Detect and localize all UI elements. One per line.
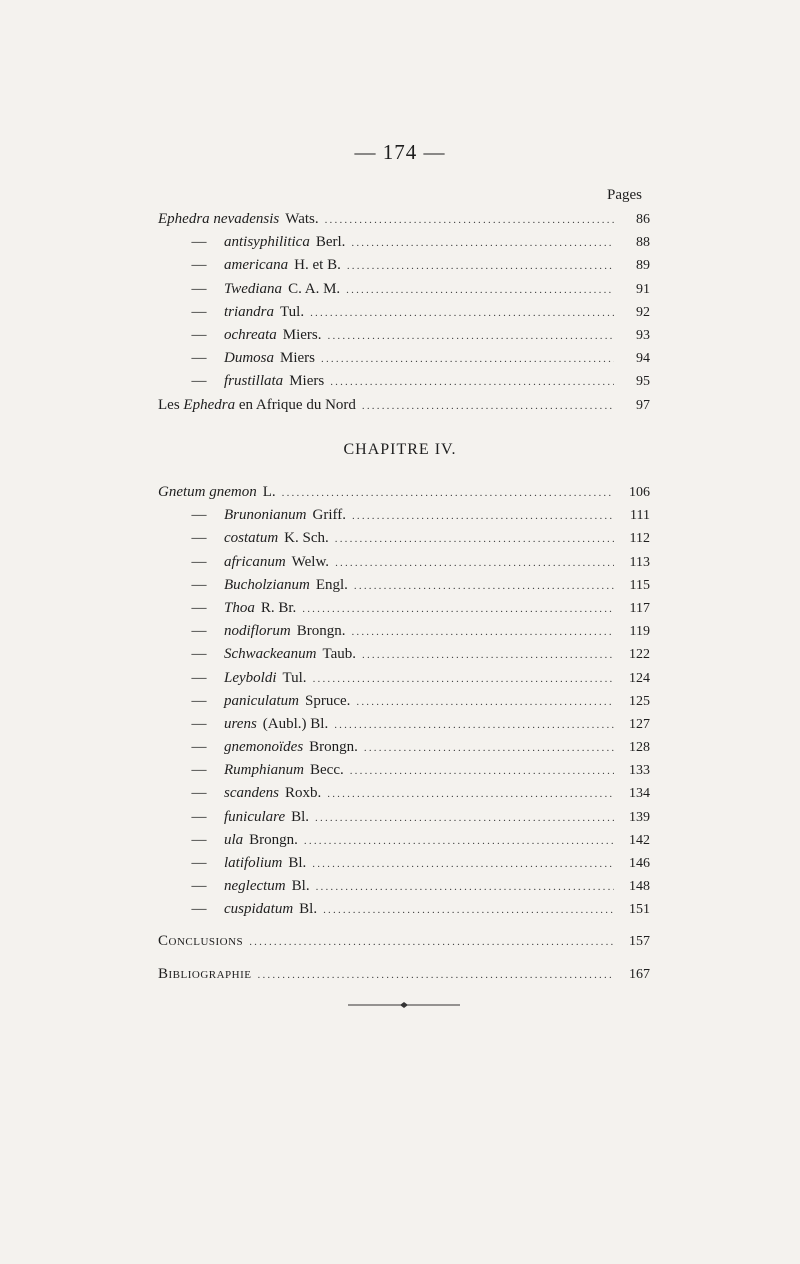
- toc-entry: [158, 852, 650, 875]
- dot-leader: [325, 209, 614, 232]
- toc-section-gnetum: [158, 481, 650, 922]
- dot-leader: [352, 505, 614, 528]
- species-name: latifolium: [224, 855, 283, 871]
- species-author: Miers: [280, 350, 316, 367]
- species-author: Miers.: [282, 326, 322, 343]
- ditto-dash: —: [191, 373, 207, 390]
- ditto-dash: —: [191, 831, 207, 848]
- species-author: C. A. M.: [288, 280, 341, 297]
- species-author: Miers: [289, 373, 325, 390]
- toc-entry: [158, 504, 650, 527]
- dot-leader: [328, 325, 614, 348]
- species-author: Spruce.: [305, 692, 351, 709]
- ditto-dash: —: [191, 669, 207, 686]
- entry-text: Les: [158, 396, 184, 413]
- dot-leader: [315, 807, 614, 830]
- dot-leader: [356, 691, 614, 714]
- toc-entry: [158, 759, 650, 782]
- dot-leader: [316, 876, 614, 899]
- ditto-dash: —: [191, 901, 207, 918]
- dot-leader: [310, 302, 614, 325]
- ditto-dash: —: [191, 303, 207, 320]
- page-number: — 174 —: [354, 140, 446, 164]
- dot-leader: [351, 232, 614, 255]
- toc-entry: [158, 782, 650, 805]
- ditto-dash: —: [191, 576, 207, 593]
- toc-section-closing: [158, 930, 650, 986]
- ditto-dash: —: [191, 855, 207, 871]
- page-ref: 92: [636, 304, 650, 320]
- species-author: Engl.: [315, 576, 348, 593]
- ditto-dash: —: [191, 808, 207, 825]
- page-ref: 106: [629, 485, 650, 500]
- species-name: Ephedra: [183, 396, 236, 413]
- species-name: nodiflorum: [224, 623, 291, 640]
- species-author: K. Sch.: [284, 530, 329, 547]
- dot-leader: [334, 714, 614, 737]
- page-ref: 112: [629, 531, 650, 547]
- toc-entry: [158, 597, 650, 620]
- species-author: H. et B.: [294, 257, 341, 274]
- page-ref: 167: [629, 967, 650, 983]
- species-name: Schwackeanum: [224, 646, 317, 663]
- species-name: cuspidatum: [224, 901, 294, 918]
- dot-leader: [354, 575, 614, 598]
- toc-entry: [158, 875, 650, 898]
- toc-entry: [158, 643, 650, 666]
- ditto-dash: —: [191, 280, 207, 297]
- species-name: Brunonianum: [224, 507, 307, 524]
- species-name: funiculare: [224, 808, 286, 825]
- ditto-dash: —: [191, 234, 207, 251]
- dot-leader: [364, 737, 614, 760]
- page-ref: 115: [629, 577, 650, 593]
- dot-leader: [351, 621, 614, 644]
- species-author: Bl.: [288, 855, 307, 871]
- page-ref: 95: [636, 374, 650, 390]
- species-name: scandens: [224, 785, 279, 802]
- species-author: L.: [262, 484, 276, 500]
- ditto-dash: —: [191, 692, 207, 709]
- toc-entry: [158, 208, 650, 231]
- page-ref: 113: [629, 554, 650, 570]
- species-name: antisyphilitica: [224, 234, 310, 251]
- dot-leader: [335, 552, 614, 575]
- toc-entry: [158, 370, 650, 393]
- ditto-dash: —: [191, 878, 207, 895]
- ditto-dash: —: [191, 715, 207, 732]
- page-ref: 128: [629, 740, 650, 756]
- ditto-dash: —: [191, 530, 207, 547]
- toc-entry: [158, 301, 650, 324]
- species-name: urens: [224, 715, 257, 732]
- toc-entry: [158, 963, 650, 986]
- dot-leader: [321, 348, 614, 371]
- species-name: frustillata: [224, 373, 284, 390]
- toc-entry: [158, 278, 650, 301]
- page-ref: 89: [636, 258, 650, 274]
- species-name: Twediana: [224, 280, 283, 297]
- species-author: Brongn.: [309, 739, 358, 756]
- ditto-dash: —: [191, 326, 207, 343]
- page-ref: 111: [630, 508, 650, 524]
- toc-entry: [158, 574, 650, 597]
- dot-leader: [282, 482, 614, 505]
- page-ref: 119: [629, 624, 650, 640]
- end-ornament: [348, 1001, 460, 1009]
- ditto-dash: —: [191, 553, 207, 570]
- page-ref: 93: [636, 327, 650, 343]
- species-author: Bl.: [291, 808, 310, 825]
- dot-leader: [335, 528, 614, 551]
- toc-entry: [158, 527, 650, 550]
- toc-entry: [158, 898, 650, 921]
- dot-leader: [323, 899, 614, 922]
- species-author: R. Br.: [260, 599, 297, 616]
- species-author: Roxb.: [285, 785, 322, 802]
- toc-entry: [158, 736, 650, 759]
- ditto-dash: —: [191, 785, 207, 802]
- species-name: americana: [224, 257, 289, 274]
- toc-entry: [158, 667, 650, 690]
- toc-entry: [158, 254, 650, 277]
- dot-leader: [249, 931, 614, 954]
- species-author: Welw.: [291, 553, 330, 570]
- dot-leader: [362, 644, 614, 667]
- dot-leader: [346, 279, 614, 302]
- dot-leader: [362, 395, 614, 418]
- species-name: gnemonoïdes: [224, 739, 304, 756]
- species-author: Brongn.: [249, 831, 298, 848]
- toc-section-ephedra: [158, 208, 650, 417]
- page-ref: 139: [629, 809, 650, 825]
- page-ref: 127: [629, 716, 650, 732]
- page-ref: 151: [629, 902, 650, 918]
- ditto-dash: —: [191, 350, 207, 367]
- toc-entry: [158, 481, 650, 504]
- species-name: Bucholzianum: [224, 576, 310, 593]
- toc-entry: [158, 806, 650, 829]
- toc-entry: [158, 347, 650, 370]
- toc-entry: [158, 231, 650, 254]
- section-label: Bibliographie: [158, 966, 252, 983]
- chapter-title: CHAPITRE IV.: [343, 441, 457, 458]
- species-name: ula: [224, 831, 244, 848]
- page-ref: 142: [629, 832, 650, 848]
- species-name: Rumphianum: [224, 762, 304, 779]
- species-author: Brongn.: [296, 623, 346, 640]
- ditto-dash: —: [191, 507, 207, 524]
- page-ref: 146: [629, 856, 650, 871]
- pages-column-label: Pages: [607, 187, 642, 203]
- dot-leader: [302, 598, 614, 621]
- species-author: Bl.: [291, 878, 310, 895]
- toc-entry: [158, 620, 650, 643]
- species-author: Taub.: [322, 646, 356, 663]
- dot-leader: [347, 255, 614, 278]
- species-name: triandra: [224, 303, 275, 320]
- toc-entry: [158, 930, 650, 953]
- page-ref: 94: [636, 351, 650, 367]
- page-ref: 124: [629, 670, 650, 686]
- page-ref: 133: [629, 763, 650, 779]
- ditto-dash: —: [191, 762, 207, 779]
- toc-entry: [158, 690, 650, 713]
- ditto-dash: —: [191, 739, 207, 756]
- dot-leader: [313, 668, 614, 691]
- species-author: Bl.: [299, 901, 318, 918]
- species-author: Wats.: [285, 211, 319, 227]
- toc-entry: [158, 829, 650, 852]
- toc-entry: [158, 551, 650, 574]
- toc-entry: [158, 394, 650, 417]
- ditto-dash: —: [191, 646, 207, 663]
- dot-leader: [312, 853, 614, 876]
- ditto-dash: —: [191, 623, 207, 640]
- species-name: Dumosa: [224, 350, 275, 367]
- ditto-dash: —: [191, 599, 207, 616]
- species-name: costatum: [224, 530, 279, 547]
- entry-text: en Afrique du Nord: [235, 396, 356, 413]
- toc-entry: [158, 713, 650, 736]
- section-label: Conclusions: [158, 933, 244, 949]
- species-name: Gnetum gnemon: [158, 484, 257, 500]
- species-author: Griff.: [312, 507, 346, 524]
- species-name: africanum: [224, 553, 286, 570]
- page-ref: 91: [636, 281, 650, 297]
- page-ref: 122: [629, 647, 650, 663]
- species-name: Thoa: [224, 599, 255, 616]
- species-name: paniculatum: [224, 692, 299, 709]
- species-name: Leyboldi: [224, 669, 277, 686]
- ditto-dash: —: [191, 257, 207, 274]
- dot-leader: [327, 783, 614, 806]
- page-ref: 125: [629, 693, 650, 709]
- page-ref: 86: [636, 212, 650, 227]
- page-ref: 148: [629, 879, 650, 895]
- species-name: ochreata: [224, 326, 277, 343]
- page-ref: 97: [636, 397, 650, 413]
- dot-leader: [350, 760, 614, 783]
- dot-leader: [330, 371, 614, 394]
- dot-leader: [304, 830, 614, 853]
- toc-entry: [158, 324, 650, 347]
- species-name: neglectum: [224, 878, 286, 895]
- species-name: Ephedra nevadensis: [158, 211, 280, 227]
- page-ref: 157: [629, 934, 650, 949]
- species-author: (Aubl.) Bl.: [262, 715, 329, 732]
- species-author: Tul.: [280, 303, 305, 320]
- species-author: Tul.: [282, 669, 307, 686]
- species-author: Becc.: [310, 762, 344, 779]
- page-ref: 134: [629, 786, 650, 802]
- page-ref: 117: [629, 600, 650, 616]
- species-author: Berl.: [315, 234, 346, 251]
- dot-leader: [258, 964, 615, 987]
- page-ref: 88: [636, 235, 650, 251]
